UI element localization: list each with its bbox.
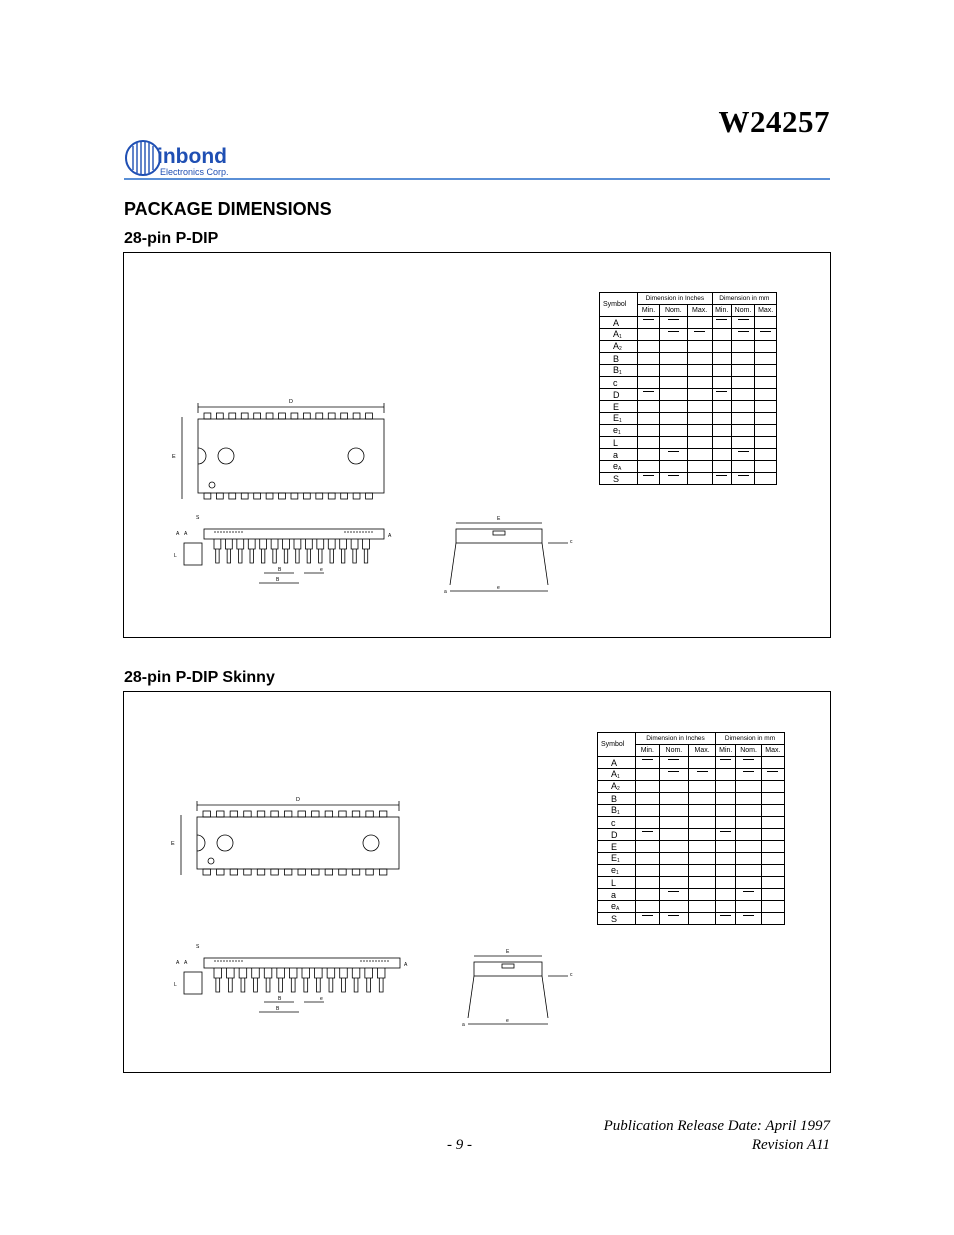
dimension-label: L xyxy=(174,982,177,988)
pin-top xyxy=(303,413,310,419)
ejector-mark-right xyxy=(363,835,379,851)
pin-top xyxy=(379,811,386,817)
side-body xyxy=(204,958,400,968)
symbol-cell: $E_1$ xyxy=(600,413,638,425)
symbol-cell: S xyxy=(598,913,636,925)
package-body xyxy=(198,419,384,493)
pin-top xyxy=(328,413,335,419)
ejector-mark-left xyxy=(217,835,233,851)
pin1-mark xyxy=(208,858,214,864)
pin-bottom xyxy=(241,493,248,499)
side-pin xyxy=(289,968,297,992)
pin-bottom xyxy=(266,493,273,499)
symbol-cell: $e_1$ xyxy=(598,865,636,877)
symbol-cell: c xyxy=(600,377,638,389)
symbol-cell: $E_1$ xyxy=(598,853,636,865)
symbol-cell: S xyxy=(600,473,638,485)
package-drawing-pdip-skinny xyxy=(124,692,832,1074)
symbol-cell: $e_A$ xyxy=(598,901,636,913)
dimension-label: e xyxy=(506,1018,509,1024)
dimension-label: B xyxy=(276,577,280,583)
notch xyxy=(197,835,205,851)
side-pin xyxy=(363,539,370,563)
symbol-cell: $B_1$ xyxy=(600,365,638,377)
pin-bottom xyxy=(325,869,332,875)
side-pin xyxy=(305,539,312,563)
symbol-cell: $A_2$ xyxy=(600,341,638,353)
dimension-label: A xyxy=(176,960,180,966)
pin-bottom xyxy=(298,869,305,875)
ejector-mark-right xyxy=(348,448,364,464)
symbol-cell: E xyxy=(600,401,638,413)
pin-top xyxy=(229,413,236,419)
symbol-cell: c xyxy=(598,817,636,829)
dimension-label: A xyxy=(176,531,180,537)
dimension-label: B xyxy=(278,996,282,1002)
pin-bottom xyxy=(217,869,224,875)
symbol-cell: B xyxy=(598,793,636,805)
pin-top xyxy=(271,811,278,817)
pin-bottom xyxy=(244,869,251,875)
side-pin xyxy=(260,539,267,563)
pin-top xyxy=(353,413,360,419)
symbol-cell: a xyxy=(598,889,636,901)
side-pin xyxy=(225,539,232,563)
footer-release-date: Publication Release Date: April 1997 xyxy=(603,1118,830,1134)
column-header: Min. xyxy=(716,745,736,757)
dimension-label: e xyxy=(320,996,323,1002)
symbol-cell: L xyxy=(598,877,636,889)
pin-top xyxy=(217,811,224,817)
pin-bottom xyxy=(216,493,223,499)
side-pin xyxy=(214,539,221,563)
side-pin xyxy=(328,539,335,563)
dimension-label: B xyxy=(278,567,282,573)
winbond-logo xyxy=(124,138,254,180)
dimension-label: A xyxy=(184,960,188,966)
symbol-header: Symbol xyxy=(598,733,636,757)
column-header: Min. xyxy=(638,305,660,317)
dimension-label: E xyxy=(506,949,510,955)
side-pin xyxy=(340,968,348,992)
column-header: Max. xyxy=(689,745,716,757)
column-header: Nom. xyxy=(659,745,688,757)
side-pin xyxy=(365,968,373,992)
dimension-label: D xyxy=(289,399,293,405)
dimension-label: S xyxy=(196,515,200,521)
section-title: PACKAGE DIMENSIONS xyxy=(124,199,332,219)
header-rule xyxy=(124,178,830,180)
seating-detail xyxy=(184,543,202,565)
pin-bottom xyxy=(316,493,323,499)
column-header: Nom. xyxy=(736,745,761,757)
side-pin xyxy=(264,968,272,992)
inches-header: Dimension in Inches xyxy=(636,733,716,745)
pin-top xyxy=(341,413,348,419)
pin-bottom xyxy=(284,869,291,875)
mm-header: Dimension in mm xyxy=(712,293,776,305)
symbol-cell: D xyxy=(600,389,638,401)
end-leads xyxy=(450,543,548,585)
pin-bottom xyxy=(257,869,264,875)
pin-bottom xyxy=(341,493,348,499)
symbol-cell: $e_A$ xyxy=(600,461,638,473)
side-pin xyxy=(271,539,278,563)
package-frame-pdip-skinny xyxy=(123,691,831,1073)
pin-top xyxy=(230,811,237,817)
pin-bottom xyxy=(303,493,310,499)
symbol-cell: $A_1$ xyxy=(598,769,636,781)
column-header: Max. xyxy=(755,305,777,317)
side-pin xyxy=(248,539,255,563)
symbol-cell: $B_1$ xyxy=(598,805,636,817)
pin-bottom xyxy=(203,869,210,875)
pin-top xyxy=(339,811,346,817)
side-pin xyxy=(214,968,222,992)
dimension-label: L xyxy=(174,553,177,559)
pin-top xyxy=(298,811,305,817)
dimension-label: a xyxy=(444,589,447,595)
pin-bottom xyxy=(254,493,261,499)
pin-top xyxy=(203,811,210,817)
pin-bottom xyxy=(230,869,237,875)
pin-bottom xyxy=(229,493,236,499)
dimension-label: E xyxy=(172,454,176,460)
pin-bottom xyxy=(353,493,360,499)
side-pin xyxy=(294,539,301,563)
pin-top xyxy=(291,413,298,419)
side-body xyxy=(204,529,384,539)
side-pin xyxy=(351,539,358,563)
seating-detail xyxy=(184,972,202,994)
side-pin xyxy=(352,968,360,992)
pin-top xyxy=(204,413,211,419)
package-body xyxy=(197,817,399,869)
dimension-label: A xyxy=(404,962,408,968)
end-detail xyxy=(493,531,505,535)
column-header: Max. xyxy=(687,305,712,317)
pin-bottom xyxy=(312,869,319,875)
column-header: Nom. xyxy=(660,305,688,317)
end-detail xyxy=(502,964,514,968)
pin-bottom xyxy=(271,869,278,875)
pin-bottom xyxy=(352,869,359,875)
side-pin xyxy=(227,968,235,992)
side-pin xyxy=(377,968,385,992)
mm-header: Dimension in mm xyxy=(716,733,785,745)
pin-top xyxy=(244,811,251,817)
symbol-cell: $e_1$ xyxy=(600,425,638,437)
column-header: Nom. xyxy=(731,305,755,317)
symbol-cell: A xyxy=(598,757,636,769)
logo-subtitle: Electronics Corp. xyxy=(160,167,229,177)
footer-revision: Revision A11 xyxy=(751,1137,830,1153)
dimension-label: a xyxy=(462,1022,465,1028)
symbol-cell: A xyxy=(600,317,638,329)
side-pin xyxy=(277,968,285,992)
side-pin xyxy=(237,539,244,563)
side-pin xyxy=(317,539,324,563)
dimension-label: S xyxy=(196,944,200,950)
pin-top xyxy=(257,811,264,817)
side-pin xyxy=(302,968,310,992)
pin-top xyxy=(312,811,319,817)
pin-bottom xyxy=(279,493,286,499)
logo-wordmark: inbond xyxy=(157,145,227,168)
dimension-label: E xyxy=(497,516,501,522)
dimension-label: e xyxy=(497,585,500,591)
side-pin xyxy=(340,539,347,563)
dimension-label: E xyxy=(171,841,175,847)
dimension-label: D xyxy=(296,797,300,803)
symbol-cell: $A_2$ xyxy=(598,781,636,793)
symbol-cell: D xyxy=(598,829,636,841)
pin-top xyxy=(284,811,291,817)
symbol-cell: B xyxy=(600,353,638,365)
symbol-header: Symbol xyxy=(600,293,638,317)
symbol-cell: L xyxy=(600,437,638,449)
pin-bottom xyxy=(366,869,373,875)
pin-top xyxy=(366,413,373,419)
dimension-label: A xyxy=(388,533,392,539)
package-title-pdip-skinny: 28-pin P-DIP Skinny xyxy=(124,669,275,686)
dimension-label: A xyxy=(184,531,188,537)
symbol-cell: E xyxy=(598,841,636,853)
side-pin xyxy=(239,968,247,992)
symbol-cell: $A_1$ xyxy=(600,329,638,341)
column-header: Min. xyxy=(712,305,731,317)
side-pin xyxy=(252,968,260,992)
notch xyxy=(198,448,206,464)
pin-top xyxy=(266,413,273,419)
package-frame-pdip xyxy=(123,252,831,638)
side-pin xyxy=(315,968,323,992)
pin-bottom xyxy=(328,493,335,499)
side-pin xyxy=(283,539,290,563)
ejector-mark-left xyxy=(218,448,234,464)
pin-top xyxy=(254,413,261,419)
pin1-mark xyxy=(209,482,215,488)
symbol-cell: a xyxy=(600,449,638,461)
column-header: Max. xyxy=(761,745,784,757)
end-leads xyxy=(468,976,548,1018)
dimension-label: c xyxy=(570,972,573,978)
pin-top xyxy=(316,413,323,419)
pin-bottom xyxy=(204,493,211,499)
pin-bottom xyxy=(366,493,373,499)
pin-top xyxy=(216,413,223,419)
column-header: Min. xyxy=(636,745,660,757)
inches-header: Dimension in Inches xyxy=(638,293,713,305)
package-title-pdip: 28-pin P-DIP xyxy=(124,230,219,247)
pin-top xyxy=(325,811,332,817)
pin-top xyxy=(366,811,373,817)
pin-bottom xyxy=(291,493,298,499)
dimension-label: c xyxy=(570,539,573,545)
dimension-label: B xyxy=(276,1006,280,1012)
pin-bottom xyxy=(339,869,346,875)
pin-bottom xyxy=(379,869,386,875)
part-number: W24257 xyxy=(718,104,830,139)
dimension-label: e xyxy=(320,567,323,573)
pin-top xyxy=(352,811,359,817)
side-pin xyxy=(327,968,335,992)
pin-top xyxy=(241,413,248,419)
footer-page-number: - 9 - xyxy=(447,1137,472,1153)
pin-top xyxy=(279,413,286,419)
package-drawing-pdip xyxy=(124,253,832,639)
